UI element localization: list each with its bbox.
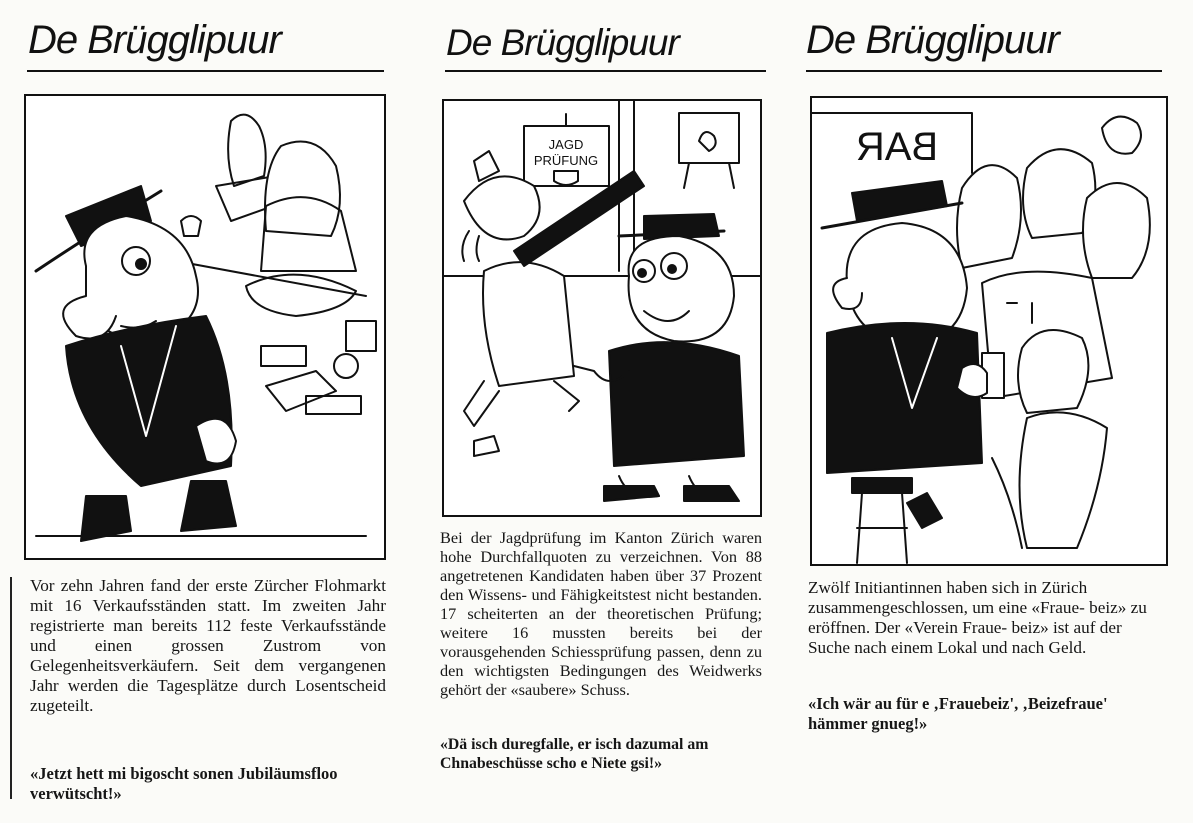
strip2-title: De Brügglipuur	[446, 22, 679, 63]
strip1-cartoon-panel	[24, 94, 386, 560]
strip1-article-text: Vor zehn Jahren fand der erste Zürcher Flohmarkt mit 16 Verkaufsständen statt. Im zweiten Jahr registrierte man bereits 112 feste Verkaufsstände und einen grossen Zustrom von Gelegenheitsverkäufern. Seit dem vergangenen Jahr werden die Tagesplätze durch Losentscheid zugeteilt.	[30, 576, 386, 715]
strip1-quote: «Jetzt hett mi bigoscht sonen Jubiläumsfloo verwütscht!»	[30, 764, 338, 803]
strip2-title-rule	[445, 70, 766, 72]
flea-market-illustration	[26, 96, 384, 558]
strip3-article-text: Zwölf Initiantinnen haben sich in Zürich zusammengeschlossen, um eine «Fraue- beiz» zu eröffnen. Der «Verein Fraue- beiz» ist auf der Suche nach einem Lokal und nach Geld.	[808, 578, 1147, 657]
strip2-article-text: Bei der Jagdprüfung im Kanton Zürich waren hohe Durchfallquoten zu verzeichnen. Von 88 angetretenen Kandidaten haben über 37 Prozent den Wissens- und Fähigkeitstest nicht bestanden. 17 scheiterten an der theoretischen Prüfung; weitere 16 mussten bereits bei der vorausgehenden Schiessprüfung passen, denn zu den wichtigsten Bedingungen des Weidwerks gehört der «saubere» Schuss.	[440, 528, 762, 699]
sign-pruefung: PRÜFUNG	[533, 153, 599, 168]
strip3-title-rule	[806, 70, 1162, 72]
bar-illustration	[812, 98, 1166, 564]
strip2-cartoon-panel	[442, 99, 762, 517]
strip3-quote: «Ich wär au für e ‚Frauebeiz', ‚Beizefraue' hämmer gnueg!»	[808, 694, 1108, 733]
strip1-margin-bar	[10, 577, 12, 799]
hunting-exam-illustration	[444, 101, 760, 515]
sign-jagd: JAGD	[548, 137, 584, 152]
bar-sign-text: BAR	[855, 125, 939, 169]
strip1-title: De Brügglipuur	[28, 18, 281, 62]
strip3-title: De Brügglipuur	[806, 18, 1059, 62]
strip2-quote: «Dä isch duregfalle, er isch dazumal am Chnabeschüsse scho e Niete gsi!»	[440, 736, 709, 772]
strip3-cartoon-panel	[810, 96, 1168, 566]
strip1-title-rule	[27, 70, 384, 72]
